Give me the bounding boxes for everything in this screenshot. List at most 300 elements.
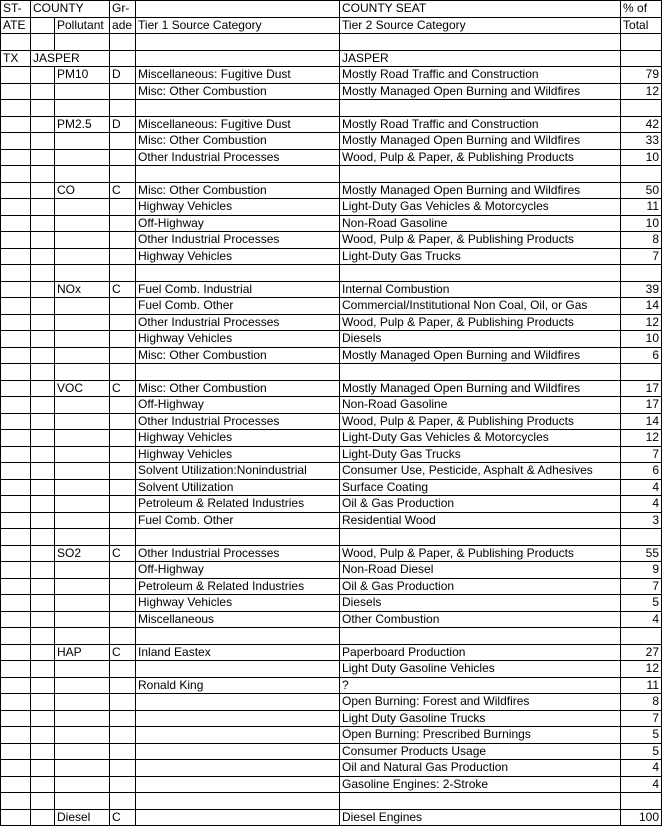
header-grade: Gr- [110,1,136,18]
indent-cell [31,413,55,430]
state-cell [1,529,31,546]
state-cell [1,83,31,100]
grade-cell [110,793,136,810]
grade-cell [110,628,136,645]
pollutant-cell [55,83,110,100]
table-row [1,133,662,150]
indent-cell [31,364,55,381]
header-total: Total [621,17,662,34]
pollutant-cell [55,248,110,265]
table-row [1,397,662,414]
pollutant-cell [55,760,110,777]
tier1-cell [136,793,340,810]
pollutant-cell [55,446,110,463]
tier2-cell: Internal Combustion [340,281,621,298]
tier1-cell [136,628,340,645]
state-cell [1,545,31,562]
table-row [1,727,662,744]
indent-cell [31,116,55,133]
table-row [1,512,662,529]
tier2-cell: Commercial/Institutional Non Coal, Oil, or Gas [340,298,621,315]
pollutant-cell [55,397,110,414]
tier1-cell [136,166,340,183]
pollutant-cell: CO [55,182,110,199]
table-row [1,496,662,513]
pollutant-cell [55,34,110,51]
tier1-cell: Highway Vehicles [136,430,340,447]
state-cell [1,397,31,414]
tier1-cell: Inland Eastex [136,644,340,661]
state-cell [1,166,31,183]
tier1-cell: Other Industrial Processes [136,413,340,430]
tier2-cell: Light-Duty Gas Vehicles & Motorcycles [340,430,621,447]
pollutant-cell [55,578,110,595]
grade-cell: C [110,644,136,661]
tier1-cell: Other Industrial Processes [136,149,340,166]
indent-cell [31,710,55,727]
pollutant-cell: VOC [55,380,110,397]
table-row [1,331,662,348]
pollutant-cell: HAP [55,644,110,661]
header-percent: % of [621,1,662,18]
pollutant-cell: SO2 [55,545,110,562]
table-row [1,545,662,562]
table-row [1,463,662,480]
percent-cell: 17 [621,380,662,397]
tier2-cell: Light-Duty Gas Trucks [340,446,621,463]
tier1-cell: Ronald King [136,677,340,694]
indent-cell [31,628,55,645]
percent-cell [621,628,662,645]
table-row [1,694,662,711]
pollutant-cell [55,413,110,430]
grade-cell [110,727,136,744]
grade-cell [110,611,136,628]
tier2-cell: Wood, Pulp & Paper, & Publishing Products [340,545,621,562]
tier1-cell: Highway Vehicles [136,446,340,463]
table-row [1,347,662,364]
table-row [1,430,662,447]
percent-cell: 3 [621,512,662,529]
grade-cell [110,199,136,216]
indent-cell [31,578,55,595]
state-cell [1,496,31,513]
grade-cell [110,232,136,249]
grade-cell [110,83,136,100]
tier1-cell: Highway Vehicles [136,248,340,265]
header-state-2: ATE [1,17,31,34]
percent-cell: 4 [621,760,662,777]
grade-cell [110,430,136,447]
table-row [1,364,662,381]
pollutant-cell [55,628,110,645]
grade-cell [110,710,136,727]
header-tier2: Tier 2 Source Category [340,17,621,34]
tier2-cell: Other Combustion [340,611,621,628]
grade-cell [110,50,136,67]
table-row [1,149,662,166]
tier1-cell [136,100,340,117]
state-cell [1,809,31,826]
tier2-cell: Diesels [340,595,621,612]
state-cell [1,364,31,381]
table-row [1,413,662,430]
state-cell: TX [1,50,31,67]
grade-cell [110,760,136,777]
tier2-cell: Diesels [340,331,621,348]
indent-cell [31,314,55,331]
indent-cell [31,743,55,760]
state-cell [1,149,31,166]
state-cell [1,793,31,810]
header-row-2 [1,17,662,34]
pollutant-cell [55,677,110,694]
tier2-cell: Non-Road Gasoline [340,397,621,414]
percent-cell: 14 [621,413,662,430]
state-cell [1,100,31,117]
tier1-cell [136,661,340,678]
indent-cell [31,496,55,513]
pollutant-cell [55,694,110,711]
percent-cell: 4 [621,496,662,513]
table-row [1,677,662,694]
table-row [1,182,662,199]
table-row [1,215,662,232]
pollutant-cell [55,793,110,810]
table-row [1,743,662,760]
tier2-cell: Oil and Natural Gas Production [340,760,621,777]
indent-cell [31,265,55,282]
pollutant-cell [55,496,110,513]
tier1-cell [136,34,340,51]
tier2-cell: Consumer Products Usage [340,743,621,760]
indent-cell [31,397,55,414]
grade-cell [110,578,136,595]
tier1-cell [136,529,340,546]
tier1-cell: Petroleum & Related Industries [136,496,340,513]
table-row [1,595,662,612]
percent-cell: 12 [621,83,662,100]
pollutant-cell [55,611,110,628]
tier2-cell: Diesel Engines [340,809,621,826]
grade-cell: D [110,67,136,84]
table-row [1,298,662,315]
tier1-cell: Fuel Comb. Industrial [136,281,340,298]
grade-cell [110,265,136,282]
grade-cell: C [110,281,136,298]
indent-cell [31,166,55,183]
table-row [1,50,662,67]
tier2-cell: Light Duty Gasoline Trucks [340,710,621,727]
state-cell [1,463,31,480]
table-row [1,248,662,265]
pollutant-cell: NOx [55,281,110,298]
table-row [1,100,662,117]
state-cell [1,298,31,315]
grade-cell [110,677,136,694]
indent-cell [31,611,55,628]
tier1-cell: Highway Vehicles [136,199,340,216]
grade-cell [110,661,136,678]
percent-cell: 10 [621,149,662,166]
table-row [1,380,662,397]
state-cell [1,446,31,463]
grade-cell: D [110,116,136,133]
state-cell [1,578,31,595]
table-row [1,710,662,727]
tier1-cell: Misc: Other Combustion [136,380,340,397]
tier2-cell: Light Duty Gasoline Vehicles [340,661,621,678]
table-row [1,793,662,810]
tier2-cell: Mostly Managed Open Burning and Wildfires [340,83,621,100]
table-row [1,479,662,496]
state-cell [1,710,31,727]
percent-cell [621,50,662,67]
percent-cell: 8 [621,694,662,711]
state-cell [1,331,31,348]
state-cell [1,512,31,529]
tier2-cell: Residential Wood [340,512,621,529]
state-cell [1,760,31,777]
grade-cell: C [110,380,136,397]
percent-cell [621,34,662,51]
state-cell [1,743,31,760]
table-row [1,166,662,183]
tier2-cell: ? [340,677,621,694]
indent-cell [31,380,55,397]
grade-cell [110,314,136,331]
indent-cell [31,331,55,348]
state-cell [1,380,31,397]
pollutant-cell [55,215,110,232]
indent-cell [31,67,55,84]
indent-cell [31,677,55,694]
table-row [1,281,662,298]
percent-cell [621,166,662,183]
percent-cell: 27 [621,644,662,661]
percent-cell: 5 [621,743,662,760]
percent-cell: 11 [621,199,662,216]
tier2-cell: Surface Coating [340,479,621,496]
grade-cell [110,248,136,265]
tier2-cell: Light-Duty Gas Vehicles & Motorcycles [340,199,621,216]
tier2-cell: Wood, Pulp & Paper, & Publishing Products [340,232,621,249]
grade-cell [110,595,136,612]
grade-cell [110,347,136,364]
state-cell [1,265,31,282]
pollutant-cell [55,710,110,727]
pollutant-cell [55,347,110,364]
tier1-cell [136,760,340,777]
indent-cell [31,562,55,579]
grade-cell [110,529,136,546]
table-row [1,809,662,826]
indent-cell [31,446,55,463]
state-cell [1,182,31,199]
tier2-cell: Wood, Pulp & Paper, & Publishing Products [340,413,621,430]
grade-cell [110,34,136,51]
header-tier1: Tier 1 Source Category [136,17,340,34]
pollutant-cell [55,265,110,282]
state-cell [1,347,31,364]
state-cell [1,479,31,496]
grade-cell [110,479,136,496]
header-state: ST- [1,1,31,18]
pollutant-cell: Diesel [55,809,110,826]
table-row [1,83,662,100]
tier1-cell: Misc: Other Combustion [136,182,340,199]
tier2-cell: Mostly Road Traffic and Construction [340,67,621,84]
indent-cell [31,298,55,315]
percent-cell: 4 [621,479,662,496]
state-cell [1,776,31,793]
tier2-cell: Oil & Gas Production [340,578,621,595]
table-row [1,628,662,645]
state-cell [1,661,31,678]
pollutant-cell: PM2.5 [55,116,110,133]
tier2-cell [340,265,621,282]
indent-cell [31,34,55,51]
table-row [1,776,662,793]
percent-cell [621,100,662,117]
header-row-1 [1,1,662,18]
state-cell [1,281,31,298]
indent-cell [31,281,55,298]
indent-cell [31,347,55,364]
tier2-cell: Consumer Use, Pesticide, Asphalt & Adhesives [340,463,621,480]
state-cell [1,67,31,84]
tier1-cell: Other Industrial Processes [136,232,340,249]
header-county-indent [31,17,55,34]
percent-cell: 7 [621,446,662,463]
tier1-cell: Off-Highway [136,397,340,414]
pollutant-cell [55,430,110,447]
percent-cell: 9 [621,562,662,579]
grade-cell [110,496,136,513]
tier2-cell: Wood, Pulp & Paper, & Publishing Products [340,149,621,166]
header-county: COUNTY [31,1,110,18]
pollutant-cell [55,166,110,183]
state-cell [1,314,31,331]
pollutant-cell [55,364,110,381]
header-county-seat: COUNTY SEAT [340,1,621,18]
tier1-cell: Petroleum & Related Industries [136,578,340,595]
table-row [1,661,662,678]
percent-cell: 33 [621,133,662,150]
indent-cell [31,644,55,661]
indent-cell [31,694,55,711]
percent-cell: 7 [621,248,662,265]
pollutant-cell [55,479,110,496]
indent-cell [31,199,55,216]
tier2-cell [340,364,621,381]
indent-cell [31,463,55,480]
tier2-cell: Wood, Pulp & Paper, & Publishing Products [340,314,621,331]
grade-cell [110,331,136,348]
indent-cell [31,661,55,678]
tier1-cell [136,743,340,760]
pollutant-cell: PM10 [55,67,110,84]
indent-cell [31,430,55,447]
pollutant-cell [55,529,110,546]
tier2-cell: Oil & Gas Production [340,496,621,513]
tier2-cell [340,628,621,645]
percent-cell: 39 [621,281,662,298]
state-cell [1,413,31,430]
tier1-cell [136,776,340,793]
tier1-cell [136,50,340,67]
pollutant-cell [55,232,110,249]
grade-cell [110,562,136,579]
table-row [1,446,662,463]
pollutant-cell [55,595,110,612]
tier1-cell: Off-Highway [136,562,340,579]
tier2-cell: Mostly Managed Open Burning and Wildfires [340,182,621,199]
tier2-cell: Paperboard Production [340,644,621,661]
tier2-cell [340,793,621,810]
grade-cell [110,397,136,414]
percent-cell: 12 [621,430,662,447]
state-cell [1,694,31,711]
tier1-cell [136,710,340,727]
percent-cell: 100 [621,809,662,826]
indent-cell [31,215,55,232]
pollutant-cell [55,314,110,331]
grade-cell [110,463,136,480]
tier1-cell [136,694,340,711]
indent-cell [31,232,55,249]
percent-cell: 14 [621,298,662,315]
indent-cell [31,776,55,793]
percent-cell: 4 [621,611,662,628]
grade-cell [110,100,136,117]
tier1-cell: Misc: Other Combustion [136,83,340,100]
table-row [1,529,662,546]
pollutant-cell [55,100,110,117]
grade-cell [110,364,136,381]
state-cell [1,430,31,447]
tier1-cell [136,364,340,381]
grade-cell [110,413,136,430]
tier1-cell [136,809,340,826]
header-grade-2: ade [110,17,136,34]
percent-cell: 55 [621,545,662,562]
percent-cell: 17 [621,397,662,414]
table-row [1,34,662,51]
state-cell [1,248,31,265]
percent-cell: 12 [621,314,662,331]
percent-cell: 12 [621,661,662,678]
percent-cell [621,265,662,282]
tier2-cell: Mostly Managed Open Burning and Wildfires [340,133,621,150]
percent-cell [621,529,662,546]
tier2-cell: Non-Road Gasoline [340,215,621,232]
pollutant-cell [55,512,110,529]
pollutant-cell [55,149,110,166]
tier1-cell: Miscellaneous [136,611,340,628]
tier1-cell: Highway Vehicles [136,595,340,612]
pollutant-cell [55,463,110,480]
indent-cell [31,727,55,744]
tier2-cell [340,166,621,183]
state-cell [1,628,31,645]
grade-cell: C [110,182,136,199]
grade-cell [110,149,136,166]
table-row [1,199,662,216]
indent-cell [31,479,55,496]
tier1-cell: Highway Vehicles [136,331,340,348]
tier2-cell: JASPER [340,50,621,67]
